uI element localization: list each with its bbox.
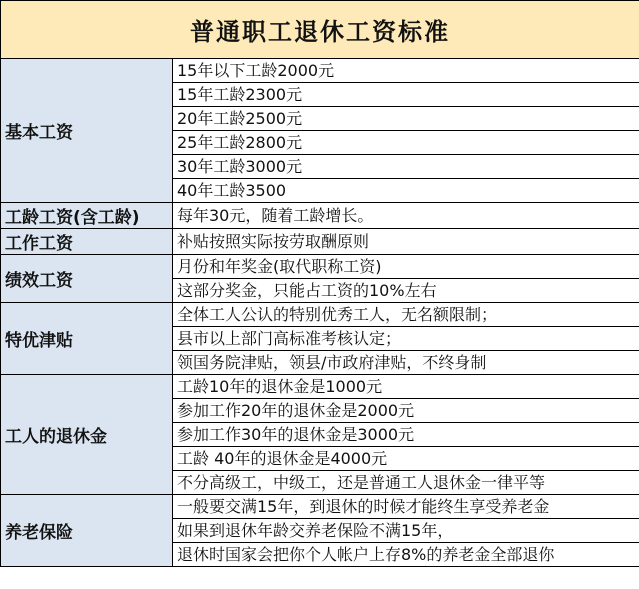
category-label: 工作工资: [1, 229, 173, 255]
table-row: [1, 255, 639, 279]
item-cell: 退休时国家会把你个人帐户上存8%的养老金全部退你: [173, 543, 639, 567]
item-cell: 15年以下工龄2000元: [173, 59, 639, 83]
item-cell: 这部分奖金，只能占工资的10%左右: [173, 279, 639, 303]
item-cell: 参加工作20年的退休金是2000元: [173, 399, 639, 423]
table-row: [1, 59, 639, 83]
item-cell: 领国务院津贴，领县/市政府津贴，不终身制: [173, 351, 639, 375]
item-cell: 补贴按照实际按劳取酬原则: [173, 229, 639, 255]
table-row: [1, 203, 639, 229]
item-cell: 工龄 40年的退休金是4000元: [173, 447, 639, 471]
table-row: [1, 375, 639, 399]
category-label: 绩效工资: [1, 255, 173, 303]
category-label: 特优津贴: [1, 303, 173, 375]
table-body: [1, 1, 639, 567]
item-cell: 全体工人公认的特别优秀工人，无名额限制；: [173, 303, 639, 327]
item-cell: 20年工龄2500元: [173, 107, 639, 131]
item-cell: 月份和年奖金(取代职称工资): [173, 255, 639, 279]
item-cell: 15年工龄2300元: [173, 83, 639, 107]
table-row: [1, 229, 639, 255]
item-cell: 30年工龄3000元: [173, 155, 639, 179]
category-label: 工人的退休金: [1, 375, 173, 495]
item-cell: 不分高级工，中级工，还是普通工人退休金一律平等: [173, 471, 639, 495]
item-cell: 25年工龄2800元: [173, 131, 639, 155]
table-title: 普通职工退休工资标准: [1, 1, 639, 59]
item-cell: 工龄10年的退休金是1000元: [173, 375, 639, 399]
item-cell: 县市以上部门高标准考核认定；: [173, 327, 639, 351]
category-label: 养老保险: [1, 495, 173, 567]
table-row: [1, 495, 639, 519]
item-cell: 如果到退休年龄交养老保险不满15年，: [173, 519, 639, 543]
item-cell: 参加工作30年的退休金是3000元: [173, 423, 639, 447]
title-row: [1, 1, 639, 59]
item-cell: 40年工龄3500: [173, 179, 639, 203]
item-cell: 一般要交满15年，到退休的时候才能终生享受养老金: [173, 495, 639, 519]
item-cell: 每年30元，随着工龄增长。: [173, 203, 639, 229]
category-label: 工龄工资(含工龄): [1, 203, 173, 229]
category-label: 基本工资: [1, 59, 173, 203]
table-row: [1, 303, 639, 327]
